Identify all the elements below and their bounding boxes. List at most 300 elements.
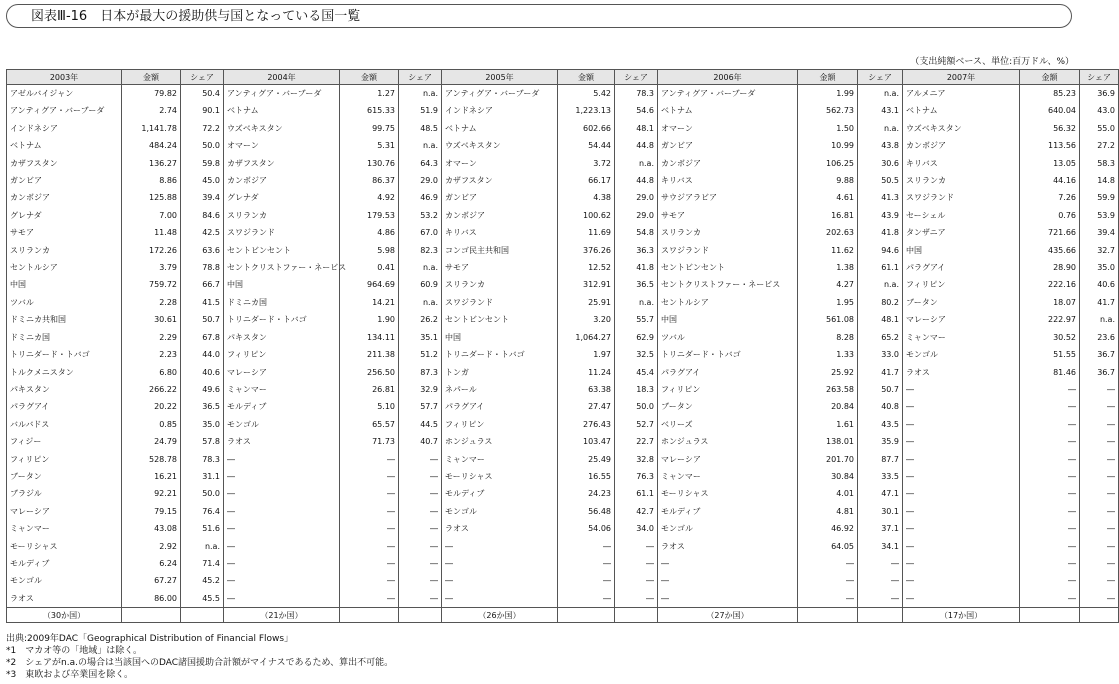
table-row — [7, 224, 1119, 241]
amount-cell: 172.26 — [122, 242, 181, 259]
figure-title-box — [6, 4, 1072, 28]
amount-cell: 1.38 — [798, 259, 858, 276]
amount-cell: 28.90 — [1020, 259, 1080, 276]
share-cell: ― — [858, 590, 903, 608]
country-cell: ベトナム — [7, 137, 122, 154]
country-cell: ホンジュラス — [442, 433, 558, 450]
country-cell: カンボジア — [658, 155, 798, 172]
country-cell: 中国 — [658, 311, 798, 328]
empty-cell — [1020, 608, 1080, 623]
country-cell: サモア — [658, 207, 798, 224]
share-cell: 71.4 — [181, 555, 224, 572]
country-cell: ― — [224, 538, 340, 555]
amount-cell: 0.85 — [122, 416, 181, 433]
country-cell: セントビンセント — [658, 259, 798, 276]
share-cell: 50.4 — [181, 85, 224, 103]
amount-cell: 1,064.27 — [558, 329, 615, 346]
country-cell: カンボジア — [903, 137, 1020, 154]
figure-title: 図表Ⅲ-16 日本が最大の援助供与国となっている国一覧 — [31, 9, 361, 24]
amount-cell: 10.99 — [798, 137, 858, 154]
country-cell: ― — [224, 468, 340, 485]
amount-cell: 6.80 — [122, 364, 181, 381]
country-cell: バルバドス — [7, 416, 122, 433]
amount-cell: ― — [1020, 433, 1080, 450]
country-cell: ラオス — [658, 538, 798, 555]
country-cell: カザフスタン — [224, 155, 340, 172]
amount-cell: ― — [558, 538, 615, 555]
country-cell: ― — [442, 590, 558, 608]
amount-cell: 4.38 — [558, 189, 615, 206]
share-cell: 84.6 — [181, 207, 224, 224]
country-cell: モルディブ — [442, 485, 558, 502]
amount-header: 金額 — [340, 70, 399, 85]
amount-cell: 85.23 — [1020, 85, 1080, 103]
table-row — [7, 346, 1119, 363]
country-cell: ベトナム — [442, 120, 558, 137]
share-cell: 39.4 — [1080, 224, 1119, 241]
country-cell: ― — [903, 468, 1020, 485]
country-cell: ― — [442, 572, 558, 589]
share-cell: 40.6 — [1080, 276, 1119, 293]
amount-cell: 25.91 — [558, 294, 615, 311]
country-cell: ― — [903, 572, 1020, 589]
share-cell: 36.9 — [1080, 85, 1119, 103]
share-cell: n.a. — [399, 294, 442, 311]
share-cell: 40.7 — [399, 433, 442, 450]
amount-cell: 2.28 — [122, 294, 181, 311]
table-row — [7, 189, 1119, 206]
year-header: 2005年 — [442, 70, 558, 85]
year-header: 2007年 — [903, 70, 1020, 85]
amount-cell: 4.81 — [798, 503, 858, 520]
empty-cell — [858, 608, 903, 623]
amount-cell: ― — [1020, 485, 1080, 502]
amount-cell: 561.08 — [798, 311, 858, 328]
amount-cell: 106.25 — [798, 155, 858, 172]
table-row — [7, 364, 1119, 381]
share-cell: ― — [399, 555, 442, 572]
amount-cell: 134.11 — [340, 329, 399, 346]
amount-cell: ― — [340, 572, 399, 589]
table-row — [7, 520, 1119, 537]
amount-cell: 79.15 — [122, 503, 181, 520]
amount-header: 金額 — [1020, 70, 1080, 85]
share-cell: 61.1 — [615, 485, 658, 502]
country-count-cell: （21か国） — [224, 608, 340, 623]
share-cell: 67.8 — [181, 329, 224, 346]
amount-cell: ― — [340, 538, 399, 555]
country-cell: ラオス — [224, 433, 340, 450]
amount-cell: ― — [798, 572, 858, 589]
footnote-3: *3 東欧および卒業国を除く。 — [6, 670, 134, 680]
share-cell: 34.0 — [615, 520, 658, 537]
table-row — [7, 590, 1119, 608]
amount-cell: 4.86 — [340, 224, 399, 241]
country-cell: ブータン — [7, 468, 122, 485]
amount-cell: 1.99 — [798, 85, 858, 103]
share-cell: 32.9 — [399, 381, 442, 398]
amount-cell: 640.04 — [1020, 102, 1080, 119]
country-cell: ― — [903, 451, 1020, 468]
share-cell: ― — [1080, 538, 1119, 555]
amount-cell: 16.55 — [558, 468, 615, 485]
amount-cell: 5.10 — [340, 398, 399, 415]
country-cell: グレナダ — [224, 189, 340, 206]
country-cell: ガンビア — [658, 137, 798, 154]
amount-cell: 18.07 — [1020, 294, 1080, 311]
share-cell: 50.7 — [181, 311, 224, 328]
country-count-cell: （26か国） — [442, 608, 558, 623]
country-cell: タンザニア — [903, 224, 1020, 241]
table-row — [7, 572, 1119, 589]
share-cell: 51.6 — [181, 520, 224, 537]
country-cell: ― — [224, 572, 340, 589]
amount-cell: 256.50 — [340, 364, 399, 381]
amount-cell: 20.22 — [122, 398, 181, 415]
country-cell: トリニダード・トバゴ — [442, 346, 558, 363]
country-cell: パラグアイ — [658, 364, 798, 381]
share-cell: 45.5 — [181, 590, 224, 608]
amount-cell: 5.42 — [558, 85, 615, 103]
amount-cell: 1.33 — [798, 346, 858, 363]
share-cell: 42.5 — [181, 224, 224, 241]
country-cell: アンティグア・バーブーダ — [658, 85, 798, 103]
amount-cell: 1.27 — [340, 85, 399, 103]
share-cell: 59.9 — [1080, 189, 1119, 206]
share-cell: 54.6 — [615, 102, 658, 119]
amount-cell: 7.26 — [1020, 189, 1080, 206]
amount-cell: 63.38 — [558, 381, 615, 398]
country-cell: ミャンマー — [658, 468, 798, 485]
share-cell: 36.5 — [615, 276, 658, 293]
share-cell: 44.0 — [181, 346, 224, 363]
country-cell: 中国 — [903, 242, 1020, 259]
amount-cell: 54.44 — [558, 137, 615, 154]
country-cell: セーシェル — [903, 207, 1020, 224]
country-cell: スワジランド — [224, 224, 340, 241]
share-cell: 40.8 — [858, 398, 903, 415]
share-cell: 44.8 — [615, 172, 658, 189]
amount-cell: 3.79 — [122, 259, 181, 276]
amount-cell: 130.76 — [340, 155, 399, 172]
share-cell: 44.8 — [615, 137, 658, 154]
country-cell: モルディブ — [7, 555, 122, 572]
share-cell: 30.1 — [858, 503, 903, 520]
country-cell: パキスタン — [7, 381, 122, 398]
empty-cell — [399, 608, 442, 623]
country-cell: モンゴル — [7, 572, 122, 589]
share-cell: ― — [615, 555, 658, 572]
share-cell: ― — [1080, 572, 1119, 589]
share-cell: ― — [1080, 398, 1119, 415]
share-cell: 26.2 — [399, 311, 442, 328]
share-cell: ― — [615, 590, 658, 608]
amount-cell: 136.27 — [122, 155, 181, 172]
share-cell: 41.7 — [1080, 294, 1119, 311]
empty-cell — [181, 608, 224, 623]
country-cell: スワジランド — [658, 242, 798, 259]
amount-cell: 25.92 — [798, 364, 858, 381]
share-cell: 50.0 — [181, 485, 224, 502]
share-cell: 29.0 — [615, 189, 658, 206]
header-row — [7, 70, 1119, 85]
table-row — [7, 120, 1119, 137]
amount-cell: 2.74 — [122, 102, 181, 119]
share-cell: ― — [399, 520, 442, 537]
amount-cell: 202.63 — [798, 224, 858, 241]
share-cell: 78.8 — [181, 259, 224, 276]
share-cell: 49.6 — [181, 381, 224, 398]
table-row — [7, 155, 1119, 172]
country-cell: スワジランド — [903, 189, 1020, 206]
share-cell: 50.7 — [858, 381, 903, 398]
share-cell: 64.3 — [399, 155, 442, 172]
country-cell: モルディブ — [224, 398, 340, 415]
table-row — [7, 311, 1119, 328]
share-cell: n.a. — [181, 538, 224, 555]
country-cell: パラグアイ — [442, 398, 558, 415]
country-cell: ドミニカ国 — [224, 294, 340, 311]
country-cell: オマーン — [442, 155, 558, 172]
country-cell: カンボジア — [442, 207, 558, 224]
share-cell: 94.6 — [858, 242, 903, 259]
amount-cell: 54.06 — [558, 520, 615, 537]
country-cell: セントクリストファー・ネービス — [658, 276, 798, 293]
share-cell: 35.9 — [858, 433, 903, 450]
amount-header: 金額 — [558, 70, 615, 85]
country-cell: カザフスタン — [7, 155, 122, 172]
amount-cell: 13.05 — [1020, 155, 1080, 172]
footnotes — [6, 633, 393, 681]
share-cell: 76.4 — [181, 503, 224, 520]
country-cell: ― — [442, 555, 558, 572]
country-cell: マレーシア — [224, 364, 340, 381]
country-cell: スリランカ — [224, 207, 340, 224]
share-cell: ― — [399, 451, 442, 468]
amount-cell: ― — [340, 503, 399, 520]
country-cell: モンゴル — [658, 520, 798, 537]
amount-cell: 12.52 — [558, 259, 615, 276]
year-header: 2003年 — [7, 70, 122, 85]
share-cell: 36.7 — [1080, 364, 1119, 381]
amount-cell: ― — [1020, 451, 1080, 468]
share-header: シェア — [615, 70, 658, 85]
country-count-cell: （17か国） — [903, 608, 1020, 623]
share-cell: 90.1 — [181, 102, 224, 119]
share-cell: 72.2 — [181, 120, 224, 137]
share-cell: 45.0 — [181, 172, 224, 189]
amount-cell: 376.26 — [558, 242, 615, 259]
amount-cell: 7.00 — [122, 207, 181, 224]
share-cell: ― — [399, 468, 442, 485]
amount-cell: 3.20 — [558, 311, 615, 328]
country-cell: ウズベキスタン — [224, 120, 340, 137]
amount-cell: 26.81 — [340, 381, 399, 398]
share-cell: 43.0 — [1080, 102, 1119, 119]
amount-cell: 44.16 — [1020, 172, 1080, 189]
share-cell: 50.0 — [181, 137, 224, 154]
country-cell: セントビンセント — [224, 242, 340, 259]
share-cell: 78.3 — [181, 451, 224, 468]
country-cell: ― — [903, 590, 1020, 608]
share-cell: 53.2 — [399, 207, 442, 224]
share-cell: n.a. — [858, 85, 903, 103]
empty-cell — [122, 608, 181, 623]
share-cell: n.a. — [615, 155, 658, 172]
share-cell: 32.7 — [1080, 242, 1119, 259]
totals-row — [7, 608, 1119, 623]
share-cell: 29.0 — [399, 172, 442, 189]
amount-cell: 2.92 — [122, 538, 181, 555]
share-cell: ― — [858, 555, 903, 572]
table-row — [7, 276, 1119, 293]
country-cell: サウジアラビア — [658, 189, 798, 206]
country-cell: ブラジル — [7, 485, 122, 502]
footnote-1: *1 マカオ等の「地域」は除く。 — [6, 646, 143, 656]
amount-cell: 14.21 — [340, 294, 399, 311]
table-row — [7, 398, 1119, 415]
share-cell: 52.7 — [615, 416, 658, 433]
amount-cell: 615.33 — [340, 102, 399, 119]
amount-cell: 56.48 — [558, 503, 615, 520]
country-cell: フィリピン — [442, 416, 558, 433]
share-cell: 43.1 — [858, 102, 903, 119]
country-cell: ― — [658, 590, 798, 608]
amount-cell: 25.49 — [558, 451, 615, 468]
country-cell: ― — [658, 572, 798, 589]
share-cell: 41.5 — [181, 294, 224, 311]
share-cell: n.a. — [399, 85, 442, 103]
country-cell: サモア — [442, 259, 558, 276]
country-cell: 中国 — [224, 276, 340, 293]
share-cell: ― — [399, 538, 442, 555]
amount-cell: ― — [1020, 503, 1080, 520]
amount-cell: ― — [1020, 555, 1080, 572]
country-cell: スリランカ — [442, 276, 558, 293]
year-header: 2006年 — [658, 70, 798, 85]
country-cell: コンゴ民主共和国 — [442, 242, 558, 259]
country-cell: ガンビア — [7, 172, 122, 189]
share-cell: 54.8 — [615, 224, 658, 241]
country-cell: インドネシア — [442, 102, 558, 119]
share-cell: 35.1 — [399, 329, 442, 346]
amount-cell: 92.21 — [122, 485, 181, 502]
amount-cell: 6.24 — [122, 555, 181, 572]
country-cell: ― — [903, 485, 1020, 502]
country-cell: ラオス — [903, 364, 1020, 381]
country-cell: フィリピン — [7, 451, 122, 468]
share-cell: 50.0 — [615, 398, 658, 415]
table-row — [7, 207, 1119, 224]
share-cell: 62.9 — [615, 329, 658, 346]
country-cell: トルクメニスタン — [7, 364, 122, 381]
share-cell: ― — [399, 503, 442, 520]
share-cell: 46.9 — [399, 189, 442, 206]
amount-cell: ― — [1020, 520, 1080, 537]
share-cell: ― — [615, 572, 658, 589]
table-row — [7, 433, 1119, 450]
share-cell: 29.0 — [615, 207, 658, 224]
country-cell: フィリピン — [224, 346, 340, 363]
amount-cell: 103.47 — [558, 433, 615, 450]
country-cell: ベトナム — [658, 102, 798, 119]
country-cell: パキスタン — [224, 329, 340, 346]
amount-cell: ― — [340, 520, 399, 537]
amount-cell: 201.70 — [798, 451, 858, 468]
country-cell: ラオス — [7, 590, 122, 608]
share-cell: 58.3 — [1080, 155, 1119, 172]
country-cell: ベリーズ — [658, 416, 798, 433]
share-cell: ― — [615, 538, 658, 555]
share-cell: n.a. — [399, 137, 442, 154]
country-cell: モンゴル — [442, 503, 558, 520]
amount-cell: 56.32 — [1020, 120, 1080, 137]
amount-cell: 266.22 — [122, 381, 181, 398]
share-cell: n.a. — [399, 259, 442, 276]
country-cell: セントビンセント — [442, 311, 558, 328]
country-cell: セントルシア — [7, 259, 122, 276]
country-cell: アンティグア・バーブーダ — [7, 102, 122, 119]
country-cell: ― — [224, 503, 340, 520]
share-cell: 51.9 — [399, 102, 442, 119]
share-cell: 45.4 — [615, 364, 658, 381]
amount-cell: 4.61 — [798, 189, 858, 206]
amount-cell: ― — [558, 590, 615, 608]
year-header: 2004年 — [224, 70, 340, 85]
country-cell: ミャンマー — [903, 329, 1020, 346]
amount-cell: ― — [558, 572, 615, 589]
amount-cell: 4.92 — [340, 189, 399, 206]
amount-cell: 5.98 — [340, 242, 399, 259]
table-row — [7, 242, 1119, 259]
amount-cell: 67.27 — [122, 572, 181, 589]
share-cell: ― — [399, 590, 442, 608]
share-cell: 36.5 — [181, 398, 224, 415]
share-cell: 63.6 — [181, 242, 224, 259]
country-cell: ― — [903, 398, 1020, 415]
table-row — [7, 294, 1119, 311]
country-cell: トリニダード・トバゴ — [658, 346, 798, 363]
country-cell: マレーシア — [658, 451, 798, 468]
country-cell: トンガ — [442, 364, 558, 381]
country-cell: キリバス — [658, 172, 798, 189]
country-cell: ガンビア — [442, 189, 558, 206]
amount-cell: 24.79 — [122, 433, 181, 450]
amount-cell: ― — [1020, 572, 1080, 589]
share-cell: 59.8 — [181, 155, 224, 172]
country-cell: ドミニカ共和国 — [7, 311, 122, 328]
table-row — [7, 381, 1119, 398]
country-cell: ― — [903, 538, 1020, 555]
country-cell: モンゴル — [224, 416, 340, 433]
share-cell: ― — [1080, 381, 1119, 398]
country-cell: ツバル — [658, 329, 798, 346]
amount-cell: ― — [798, 590, 858, 608]
amount-cell: 602.66 — [558, 120, 615, 137]
share-cell: 41.3 — [858, 189, 903, 206]
amount-cell: ― — [798, 555, 858, 572]
amount-cell: 528.78 — [122, 451, 181, 468]
share-cell: 34.1 — [858, 538, 903, 555]
amount-cell: 179.53 — [340, 207, 399, 224]
country-cell: ― — [224, 451, 340, 468]
country-cell: モンゴル — [903, 346, 1020, 363]
table-row — [7, 451, 1119, 468]
amount-cell: 16.81 — [798, 207, 858, 224]
footnote-2: *2 シェアがn.a.の場合は当該国へのDAC諸国援助合計額がマイナスであるため、算出不可能。 — [6, 658, 394, 668]
share-cell: 32.8 — [615, 451, 658, 468]
amount-cell: 1,223.13 — [558, 102, 615, 119]
